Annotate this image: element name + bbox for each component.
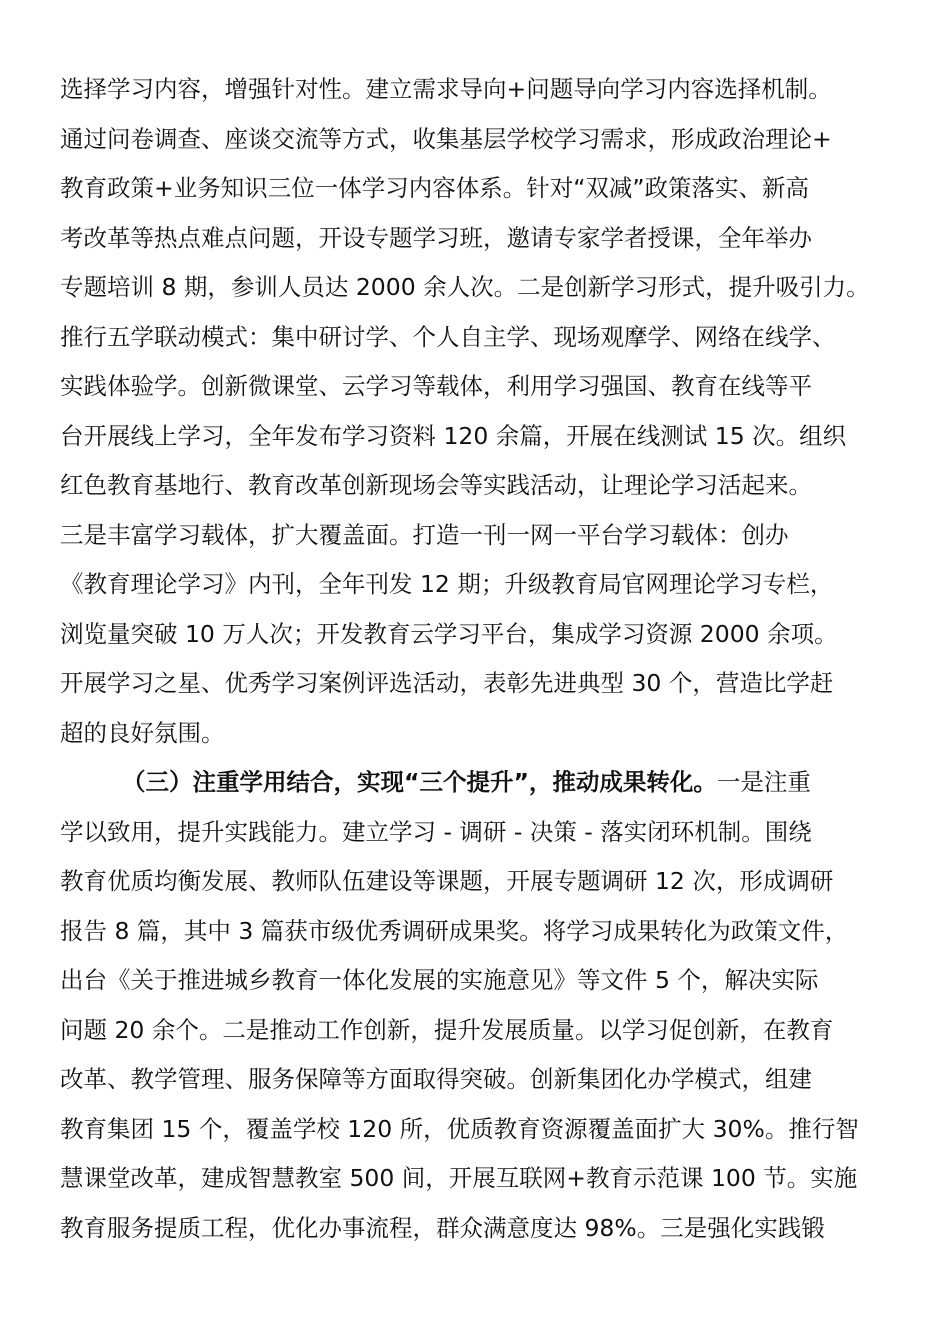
text-line: 《教育理论学习》内刊，全年刊发 12 期；升级教育局官网理论学习专栏， (60, 570, 834, 598)
text-line: 教育优质均衡发展、教师队伍建设等课题，开展专题调研 12 次，形成调研 (60, 867, 834, 895)
text-line: 慧课堂改革，建成智慧教室 500 间，开展互联网+教育示范课 100 节。实施 (60, 1164, 858, 1192)
text-line: 学以致用，提升实践能力。建立学习 - 调研 - 决策 - 落实闭环机制。围绕 (60, 817, 812, 846)
text-line: 红色教育基地行、教育改革创新现场会等实践活动，让理论学习活起来。 (60, 471, 812, 499)
text-line: 出台《关于推进城乡教育一体化发展的实施意见》等文件 5 个，解决实际 (60, 966, 819, 994)
text-line: 实践体验学。创新微课堂、云学习等载体，利用学习强国、教育在线等平 (60, 372, 812, 400)
text-line: 专题培训 8 期，参训人员达 2000 余人次。二是创新学习形式，提升吸引力。 (60, 273, 870, 301)
text-line: 台开展线上学习，全年发布学习资料 120 余篇，开展在线测试 15 次。组织 (60, 421, 847, 450)
text-line: 改革、教学管理、服务保障等方面取得突破。创新集团化办学模式，组建 (60, 1065, 812, 1093)
section-heading-line (60, 758, 900, 808)
text-line: 教育集团 15 个，覆盖学校 120 所，优质教育资源覆盖面扩大 30%。推行智 (60, 1114, 859, 1143)
text-line: 推行五学联动模式：集中研讨学、个人自主学、现场观摩学、网络在线学、 (60, 322, 836, 351)
text-line: 报告 8 篇，其中 3 篇获市级优秀调研成果奖。将学习成果转化为政策文件， (60, 916, 849, 945)
document-page (60, 65, 900, 1253)
text-line: 教育服务提质工程，优化办事流程，群众满意度达 98%。三是强化实践锻 (60, 1213, 825, 1242)
text-line: 选择学习内容，增强针对性。建立需求导向+问题导向学习内容选择机制。 (60, 75, 832, 103)
text-line: 浏览量突破 10 万人次；开发教育云学习平台，集成学习资源 2000 余项。 (60, 619, 838, 648)
text-line: 教育政策+业务知识三位一体学习内容体系。针对“双减”政策落实、新高 (60, 174, 810, 202)
heading-continuation: 一是注重 (716, 768, 811, 796)
section-heading: （三）注重学用结合，实现“三个提升”，推动成果转化。 (122, 768, 717, 796)
text-line: 考改革等热点难点问题，开设专题学习班，邀请专家学者授课，全年举办 (60, 223, 812, 252)
text-line: 超的良好氛围。 (60, 718, 225, 747)
text-line: 三是丰富学习载体，扩大覆盖面。打造一刊一网一平台学习载体：创办 (60, 520, 789, 549)
text-line: 开展学习之星、优秀学习案例评选活动，表彰先进典型 30 个，营造比学赶 (60, 669, 834, 697)
text-line: 通过问卷调查、座谈交流等方式，收集基层学校学习需求，形成政治理论+ (60, 124, 832, 153)
text-line: 问题 20 余个。二是推动工作创新，提升发展质量。以学习促创新，在教育 (60, 1015, 834, 1044)
